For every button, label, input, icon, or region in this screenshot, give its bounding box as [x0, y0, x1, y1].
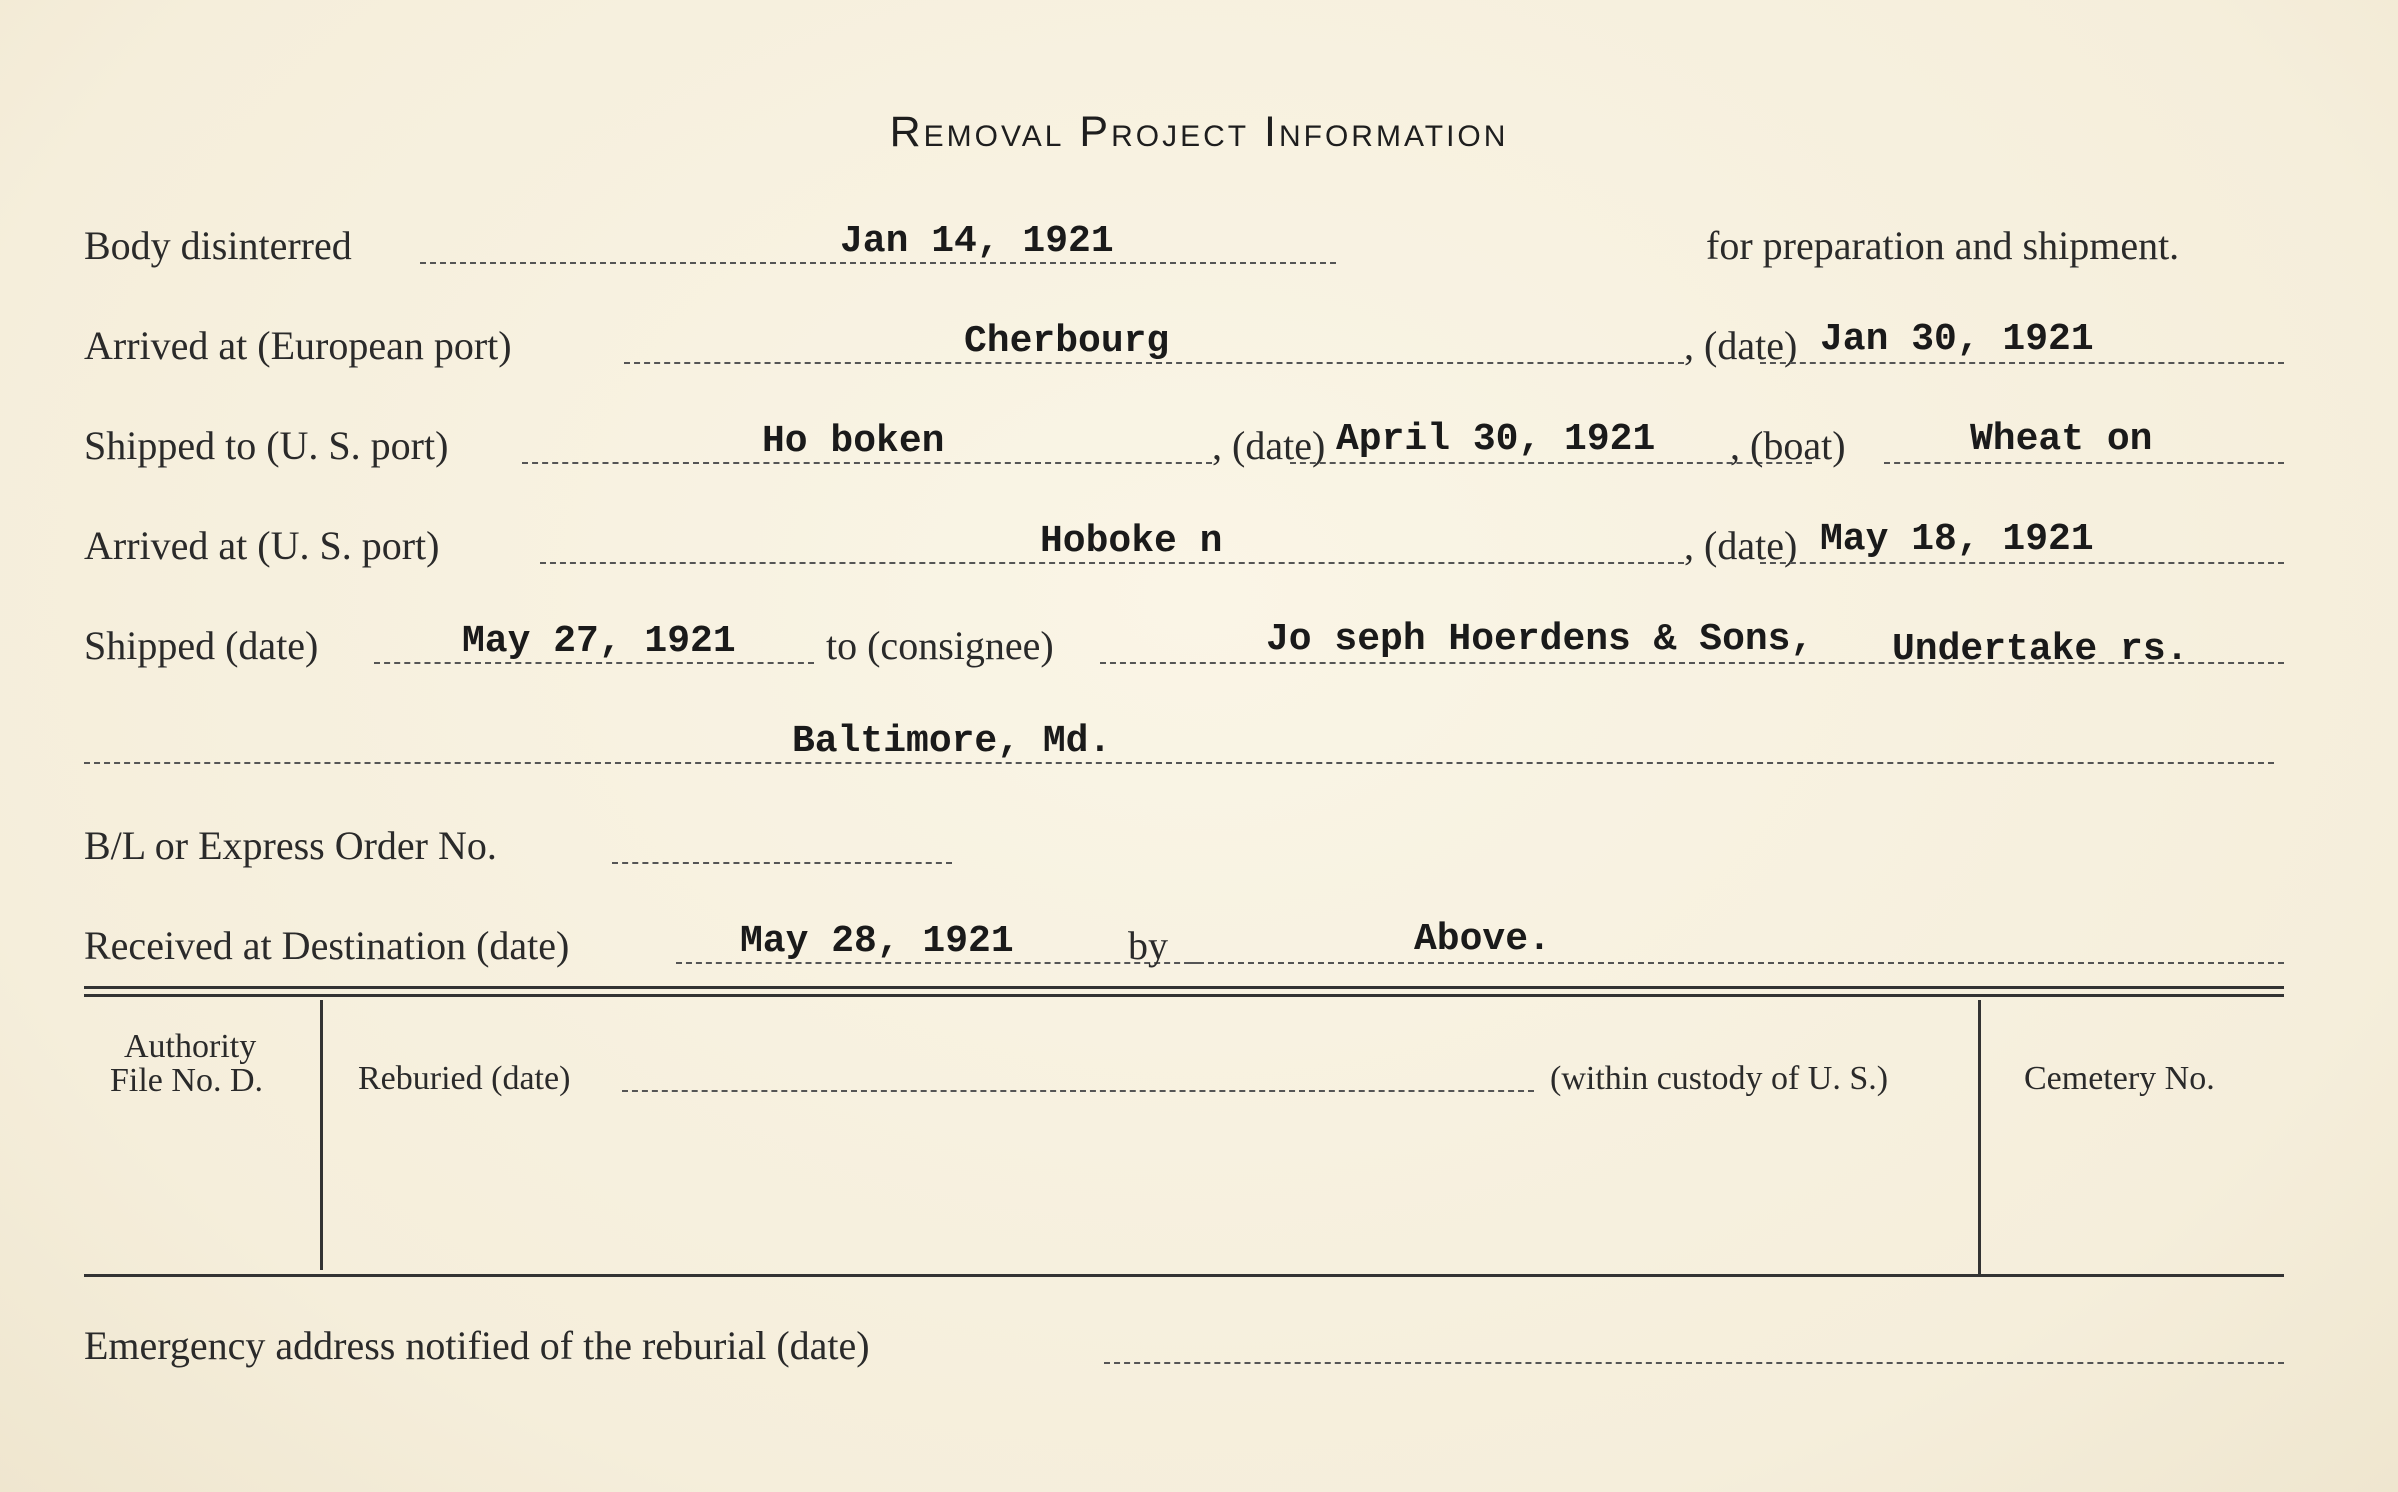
shipped-us-date-label: , (date) [1212, 423, 1326, 468]
received-by: Above. [1414, 918, 1551, 961]
authority-line2: File No. D. [110, 1062, 263, 1099]
consignee-occupation: Undertake rs. [1892, 628, 2189, 671]
emergency-row [84, 1322, 2284, 1382]
received-date: May 28, 1921 [740, 920, 1014, 963]
bl-order-line [612, 862, 952, 864]
received-by-label: by [1128, 923, 1168, 968]
cemetery-divider [1978, 1000, 1981, 1276]
arrived-european-date: Jan 30, 1921 [1820, 318, 2094, 361]
body-disinterred-row [84, 222, 2284, 282]
received-row [84, 918, 2284, 982]
body-disinterred-date: Jan 14, 1921 [840, 220, 1114, 263]
reburied-suffix: (within custody of U. S.) [1550, 1060, 1889, 1097]
bl-order-row [84, 822, 2284, 882]
shipped-us-label: Shipped to (U. S. port) [84, 423, 449, 468]
consignee-address: Baltimore, Md. [792, 720, 1112, 763]
reburied-line [622, 1090, 1534, 1092]
arrived-us-date-line [1760, 562, 2284, 564]
shipped-date-row [84, 618, 2284, 682]
double-rule-top [84, 986, 2284, 989]
arrived-us-label: Arrived at (U. S. port) [84, 523, 440, 568]
arrived-european-port: Cherbourg [964, 320, 1170, 363]
arrived-us-date: May 18, 1921 [1820, 518, 2094, 561]
card-title: Removal Project Information [889, 108, 1509, 156]
received-by-line [1188, 962, 2284, 964]
reburied-label: Reburied (date) [358, 1060, 571, 1097]
arrived-us-date-label: , (date) [1684, 523, 1798, 568]
shipped-us-row [84, 418, 2284, 482]
shipped-us-boat: Wheat on [1970, 418, 2153, 461]
lower-rule [84, 1274, 2284, 1277]
bl-order-label: B/L or Express Order No. [84, 823, 497, 868]
shipped-us-boat-label: , (boat) [1730, 423, 1846, 468]
arrived-european-date-line [1760, 362, 2284, 364]
arrived-european-date-label: , (date) [1684, 323, 1798, 368]
double-rule-bottom [84, 994, 2284, 997]
body-disinterred-suffix: for preparation and shipment. [1706, 223, 2180, 268]
shipped-date-value: May 27, 1921 [462, 620, 736, 663]
shipped-us-port: Ho boken [762, 420, 945, 463]
consignee-label: to (consignee) [826, 623, 1054, 668]
received-label: Received at Destination (date) [84, 923, 570, 968]
consignee-address-line [84, 762, 2274, 764]
arrived-european-row [84, 318, 2284, 382]
arrived-us-port: Hoboke n [1040, 520, 1223, 563]
emergency-label: Emergency address notified of the reburial (date) [84, 1323, 870, 1368]
authority-line1: Authority [124, 1028, 257, 1065]
body-disinterred-label: Body disinterred [84, 223, 352, 268]
shipped-us-date: April 30, 1921 [1336, 418, 1656, 461]
cemetery-label: Cemetery No. [2024, 1060, 2215, 1097]
authority-divider [320, 1000, 323, 1270]
consignee-name: Jo seph Hoerdens & Sons, [1266, 618, 1814, 661]
emergency-line [1104, 1362, 2284, 1364]
consignee-address-row [84, 722, 2284, 782]
arrived-european-label: Arrived at (European port) [84, 323, 512, 368]
arrived-us-row [84, 518, 2284, 582]
shipped-us-boat-line [1884, 462, 2284, 464]
shipped-date-label: Shipped (date) [84, 623, 319, 668]
